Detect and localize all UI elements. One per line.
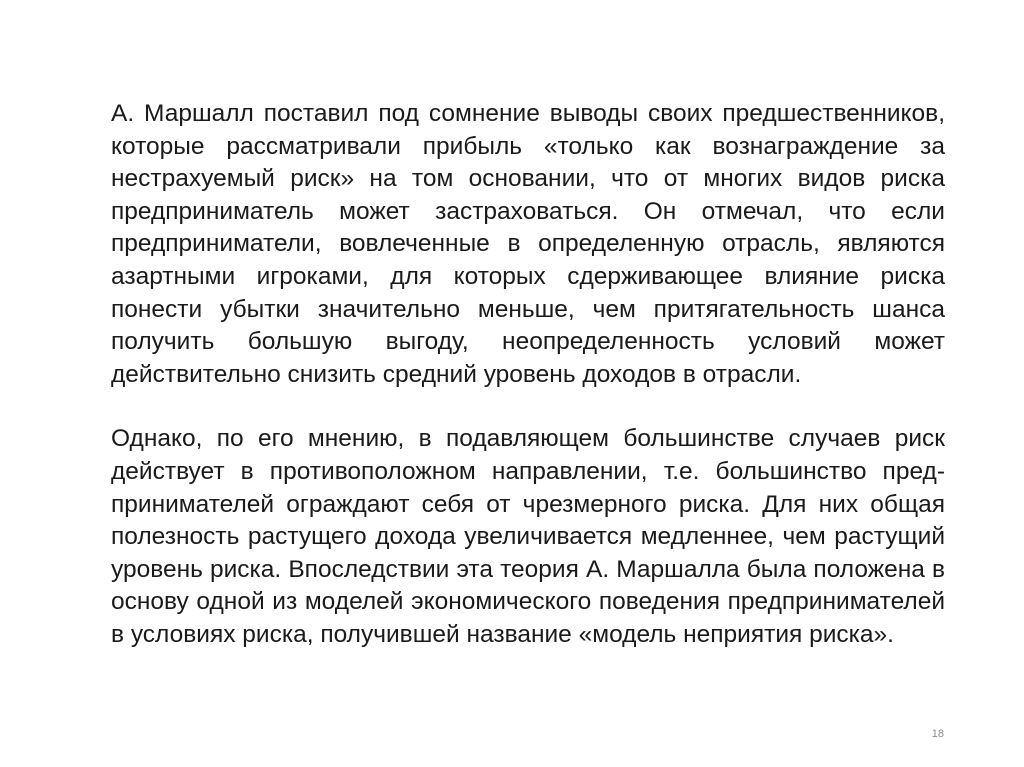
page-number: 18 xyxy=(931,728,944,740)
paragraph-risk-aversion: Однако, по его мнению, в подавляющем большинстве случаев риск действует в противоположном направлении, т.е. большинство пред-принимателей ограждают себя от чрезмерного риска. Для них общая полезность растущего дохода увеличивается медленнее, чем растущий уровень риска. Впоследствии эта теория А. Маршалла была положена в основу одной из моделей экономического поведения предпринимателей в условиях риска, получившей название «модель неприятия риска». xyxy=(111,425,945,648)
slide-text-body xyxy=(111,98,945,652)
paragraph-marshall-risk: А. Маршалл поставил под сомнение выводы своих предшественников, которые рассматривали прибыль «только как вознаграждение за нестрахуемый риск» на том основании, что от многих видов риска предприниматель может застраховаться. Он отмечал, что если предприниматели, вовлеченные в определенную отрасль, являются азартными игроками, для которых сдерживающее влияние риска понести убытки значительно меньше, чем притягательность шанса получить большую выгоду, неопределенность условий может действительно снизить средний уровень доходов в отрасли. xyxy=(111,100,945,388)
